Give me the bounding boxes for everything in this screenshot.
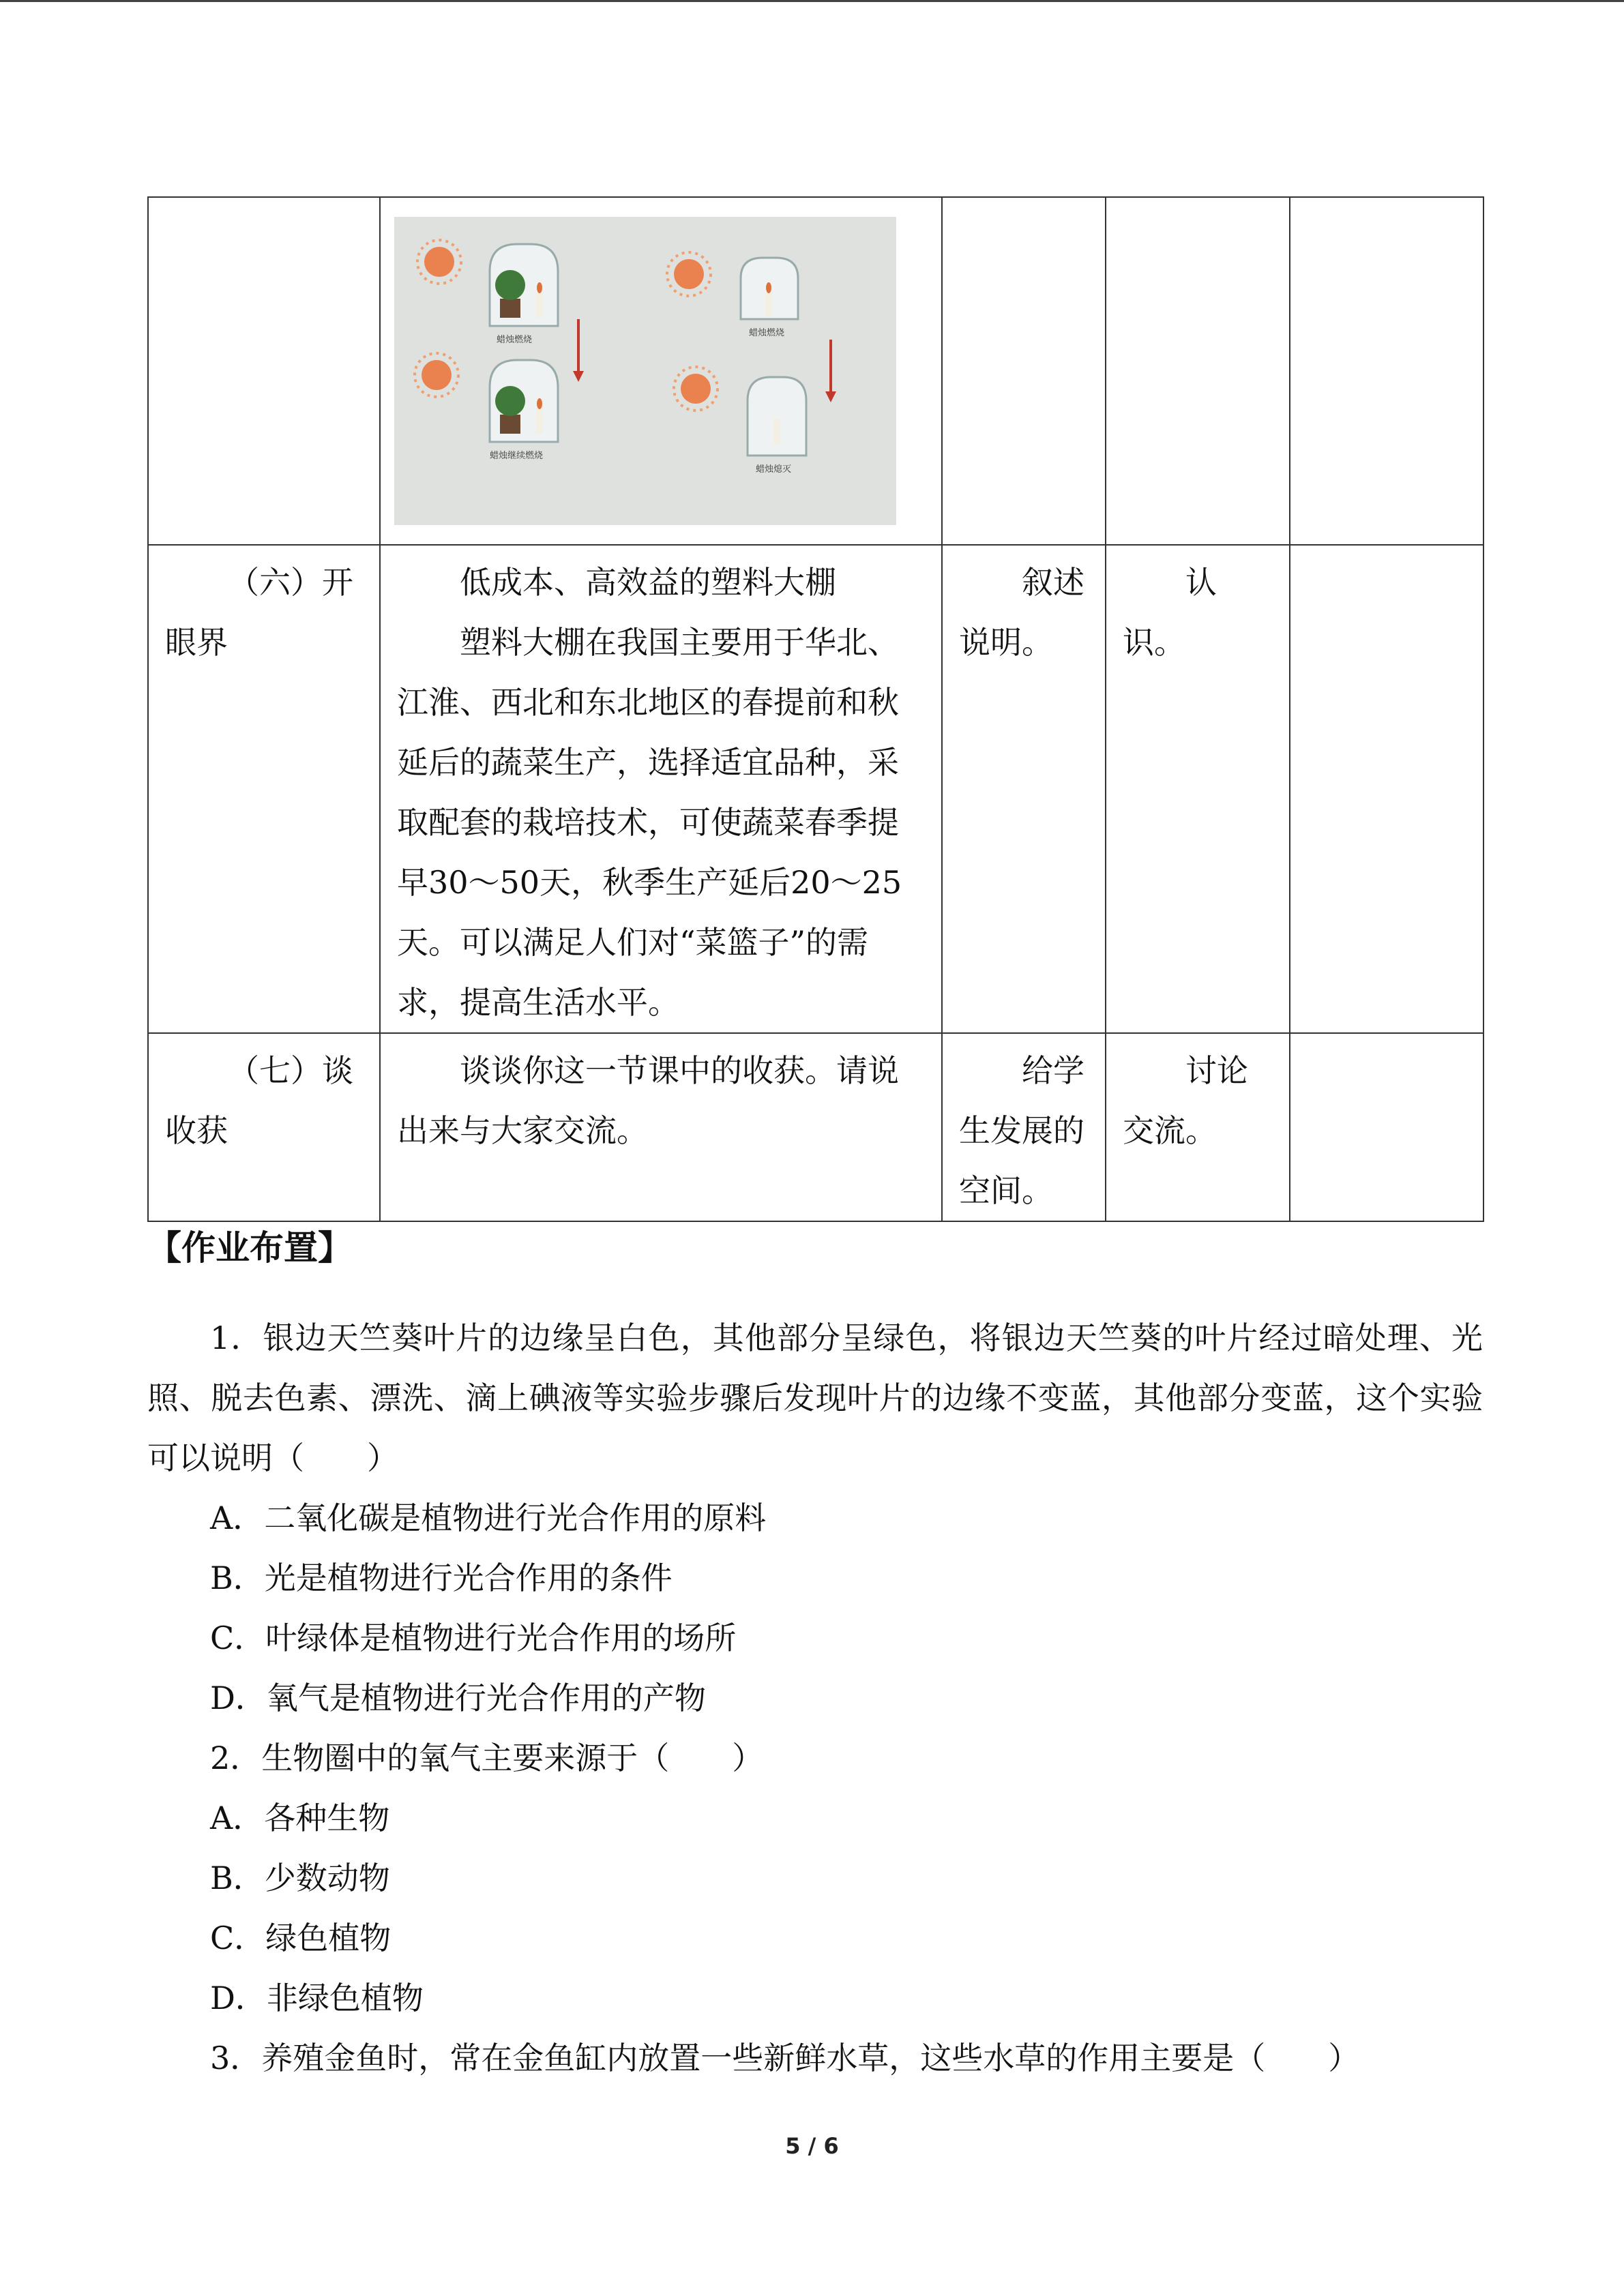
student-activity: 讨论交流。 — [1123, 1052, 1248, 1149]
question-1-option-b: B．光是植物进行光合作用的条件 — [210, 1560, 673, 1596]
homework-section — [147, 1308, 1483, 2088]
page-top-border — [0, 0, 1624, 2]
bell-jar-candle-out — [748, 377, 806, 456]
table-cell-empty — [942, 197, 1106, 545]
bell-jar-candle — [741, 258, 798, 319]
question-1-option-d: D．氧气是植物进行光合作用的产物 — [210, 1680, 706, 1716]
bell-jar-plant-candle — [490, 244, 558, 326]
question-2: 2．生物圈中的氧气主要来源于（ ） — [210, 1740, 764, 1776]
table-cell-content — [380, 545, 942, 1033]
figure-label: 蜡烛继续燃烧 — [490, 451, 544, 461]
question-2-option-c: C．绿色植物 — [210, 1920, 392, 1956]
table-cell-content — [380, 1033, 942, 1221]
teacher-activity: 叙述说明。 — [959, 564, 1084, 661]
table-cell-empty — [148, 197, 380, 545]
question-3: 3．养殖金鱼时，常在金鱼缸内放置一些新鲜水草，这些水草的作用主要是（ ） — [210, 2040, 1360, 2076]
design-note — [1290, 546, 1483, 552]
stage-label: （六）开眼界 — [165, 564, 353, 661]
figure-label: 蜡烛熄灭 — [756, 464, 792, 475]
photosynthesis-candle-figure — [394, 217, 896, 525]
bell-jar-plant-candle — [490, 360, 558, 442]
table-row-figure — [148, 197, 1483, 545]
table-row-broaden-horizons — [148, 545, 1483, 1033]
table-cell-stage — [148, 1033, 380, 1221]
table-cell-stage — [148, 545, 380, 1033]
table-cell-empty — [1106, 197, 1290, 545]
content-text: 塑料大棚在我国主要用于华北、江淮、西北和东北地区的春提前和秋延后的蔬菜生产，选择适宜品种，采取配套的栽培技术，可使蔬菜春季提早30～50天，秋季生产延后20～25天。可以满足人们对“菜篮子”的需求，提高生活水平。 — [397, 624, 902, 1021]
question-1: 1．银边天竺葵叶片的边缘呈白色，其他部分呈绿色，将银边天竺葵的叶片经过暗处理、光照、脱去色素、漂洗、滴上碘液等实验步骤后发现叶片的边缘不变蓝，其他部分变蓝，这个实验可以说明（ ） — [147, 1320, 1483, 1476]
question-2-option-a: A．各种生物 — [210, 1800, 390, 1836]
table-cell-student — [1106, 545, 1290, 1033]
content-title: 低成本、高效益的塑料大棚 — [460, 564, 836, 601]
question-2-option-d: D．非绿色植物 — [210, 1980, 424, 2016]
table-cell-teacher — [942, 545, 1106, 1033]
table-cell-figure — [380, 197, 942, 545]
figure-label: 蜡烛燃烧 — [749, 328, 785, 338]
design-note — [1290, 1034, 1483, 1041]
table-cell-student — [1106, 1033, 1290, 1221]
table-cell-empty — [1290, 197, 1483, 545]
homework-heading: 【作业布置】 — [147, 1228, 352, 1268]
table-cell-teacher — [942, 1033, 1106, 1221]
table-cell-note — [1290, 545, 1483, 1033]
table-cell-note — [1290, 1033, 1483, 1221]
table-row-harvest — [148, 1033, 1483, 1221]
stage-label: （七）谈收获 — [165, 1052, 353, 1149]
question-1-option-c: C．叶绿体是植物进行光合作用的场所 — [210, 1620, 737, 1656]
lesson-table — [147, 196, 1484, 1222]
figure-image — [394, 217, 896, 525]
teacher-activity: 给学生发展的空间。 — [959, 1052, 1084, 1209]
question-1-option-a: A．二氧化碳是植物进行光合作用的原料 — [210, 1500, 767, 1536]
student-activity: 认识。 — [1123, 564, 1217, 661]
question-2-option-b: B．少数动物 — [210, 1860, 390, 1896]
figure-label: 蜡烛燃烧 — [497, 335, 533, 345]
content-text: 谈谈你这一节课中的收获。请说出来与大家交流。 — [397, 1052, 899, 1149]
page-number: 5 / 6 — [785, 2133, 839, 2159]
